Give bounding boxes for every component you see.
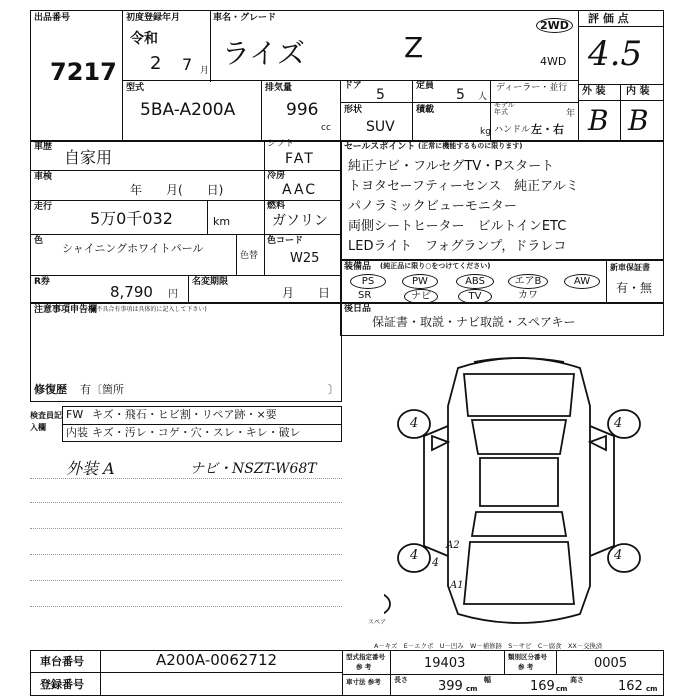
sales-points-label: セールスポイント bbox=[344, 142, 416, 152]
equipment-leather: カワ bbox=[518, 290, 538, 301]
interior-label: 内 装 bbox=[626, 86, 650, 97]
divider bbox=[578, 10, 579, 142]
spare-label: スペア bbox=[368, 619, 387, 626]
type-label: 型式 bbox=[126, 83, 145, 93]
capacity-unit: 人 bbox=[478, 92, 488, 102]
sales-point: 純正ナビ・フルセグTV・Pスタート bbox=[348, 159, 555, 174]
fuel: ガソリン bbox=[272, 213, 328, 229]
recycle-label: R券 bbox=[34, 277, 50, 287]
divider bbox=[556, 650, 557, 674]
repair-bracket: 〕 bbox=[328, 383, 339, 396]
note-line bbox=[30, 606, 342, 607]
model-year-unit: 年 bbox=[566, 109, 576, 119]
shift-label: シフト bbox=[267, 139, 295, 149]
goods: 保証書・取説・ナビ取説・スペアキー bbox=[372, 315, 576, 329]
warranty-value: 有・無 bbox=[616, 281, 653, 295]
model-code: 5BA-A200A bbox=[140, 100, 236, 120]
reg-month-unit: 月 bbox=[200, 66, 210, 76]
inspector-label: 検査員記入欄 bbox=[30, 411, 62, 432]
equipment-sub: (純正品に限り○をつけてください) bbox=[380, 262, 491, 270]
shape-label: 形状 bbox=[344, 105, 363, 115]
divider bbox=[412, 80, 413, 142]
divider bbox=[207, 200, 208, 234]
equipment-airbag: エアB bbox=[508, 274, 548, 289]
reg-month: 7 bbox=[182, 55, 193, 74]
hand-note-navi: ナビ・NSZT-W68T bbox=[190, 461, 317, 477]
note-line bbox=[30, 502, 342, 503]
dealer-label: ディーラー・並行 bbox=[496, 83, 568, 93]
note-line bbox=[30, 528, 342, 529]
doors: 5 bbox=[376, 87, 385, 103]
divider bbox=[620, 84, 621, 142]
drive-2wd: 2WD bbox=[536, 18, 573, 33]
color-label: 色 bbox=[34, 236, 44, 246]
reg-label: 登録番号 bbox=[40, 678, 84, 691]
name-change: 月 日 bbox=[282, 286, 331, 300]
shape: SUV bbox=[366, 119, 395, 135]
damage-mark-a2: A2 bbox=[446, 540, 460, 551]
divider bbox=[30, 234, 342, 235]
wheel-mark: 4 bbox=[432, 556, 439, 569]
recycle-fee: 8,790 bbox=[110, 283, 153, 301]
wheel-mark: 4 bbox=[410, 548, 419, 563]
exterior-label: 外 装 bbox=[582, 86, 606, 97]
divider bbox=[30, 170, 342, 171]
mileage-unit: km bbox=[213, 215, 231, 228]
recycle-unit: 円 bbox=[168, 289, 178, 300]
divider bbox=[62, 424, 342, 425]
handle-label: ハンドル bbox=[494, 125, 531, 135]
name-change-label: 名変期限 bbox=[192, 277, 229, 287]
inspection-label: 車検 bbox=[34, 172, 53, 182]
sales-point: LEDライト フォグランプ，ドラレコ bbox=[348, 239, 567, 254]
size-label: 車寸法 参考 bbox=[346, 678, 381, 686]
equipment-sr: SR bbox=[358, 290, 372, 301]
displacement: 996 bbox=[286, 100, 319, 120]
equipment-pw: PW bbox=[402, 274, 438, 289]
divider bbox=[578, 100, 664, 101]
divider bbox=[210, 10, 211, 82]
equipment-navi: ナビ bbox=[404, 289, 438, 304]
inspector-row2: キズ・汚レ・コゲ・穴・スレ・キレ・破レ bbox=[92, 426, 301, 439]
inspection: 年 月( 日) bbox=[130, 183, 224, 197]
divider bbox=[342, 650, 343, 696]
equipment-abs: ABS bbox=[456, 274, 494, 289]
handle: 左・右 bbox=[531, 123, 564, 136]
lot-label: 出品番号 bbox=[34, 13, 71, 23]
repair-label: 修復歴 bbox=[34, 383, 67, 396]
sales-point: 両側シートヒーター ビルトインETC bbox=[348, 219, 567, 234]
divider bbox=[578, 84, 664, 85]
reg-year: 2 bbox=[150, 53, 162, 74]
usage-label: 車歴 bbox=[34, 142, 53, 152]
usage: 自家用 bbox=[64, 148, 113, 167]
ac: AAC bbox=[282, 182, 318, 198]
lot-number: 7217 bbox=[50, 58, 117, 86]
notes-sub: (不具合有事項は具体的に記入して下さい) bbox=[94, 306, 207, 313]
divider bbox=[606, 260, 607, 304]
exterior-grade: B bbox=[588, 104, 609, 137]
equipment-tv: TV bbox=[458, 289, 492, 304]
ac-label: 冷房 bbox=[267, 171, 286, 181]
sales-points-sub: (正常に機能するものに限ります) bbox=[418, 142, 523, 150]
capacity: 5 bbox=[456, 87, 465, 103]
displacement-unit: cc bbox=[321, 123, 331, 133]
divider bbox=[578, 26, 664, 27]
note-line bbox=[30, 554, 342, 555]
score-label: 評 価 点 bbox=[588, 12, 629, 25]
divider bbox=[340, 80, 341, 142]
height-label: 高さ bbox=[570, 676, 584, 684]
color: シャイニングホワイトパール bbox=[62, 242, 204, 255]
width-label: 幅 bbox=[484, 676, 491, 684]
wheel-mark: 4 bbox=[614, 416, 623, 431]
class-num: 0005 bbox=[594, 656, 628, 671]
wheel-mark: 4 bbox=[410, 416, 419, 431]
first-reg-label: 初度登録年月 bbox=[126, 13, 181, 23]
type-num-sub: 参 考 bbox=[356, 663, 372, 671]
equipment-aw: AW bbox=[564, 274, 600, 289]
capacity-label: 定員 bbox=[416, 81, 435, 91]
equipment-ps: PS bbox=[350, 274, 386, 289]
color-change-label: 色替 bbox=[240, 251, 259, 261]
shift: FAT bbox=[285, 151, 315, 167]
interior-grade: B bbox=[628, 104, 649, 137]
divider bbox=[390, 650, 391, 696]
mileage-label: 走行 bbox=[34, 202, 53, 212]
notes-label: 注意事項申告欄 bbox=[34, 305, 98, 315]
damage-legend: A－キズ E－エクボ U－凹み W－補修跡 S－サビ C－腐食 XX－交換済 bbox=[374, 642, 603, 650]
doors-label: ドア bbox=[344, 81, 362, 91]
height-unit: cm bbox=[646, 685, 658, 693]
length-label: 長さ bbox=[394, 676, 408, 684]
type-num-label: 型式指定番号 bbox=[346, 653, 385, 661]
class-num-sub: 参 考 bbox=[518, 663, 534, 671]
wheel-mark: 4 bbox=[614, 548, 623, 563]
car-name: ライズ bbox=[222, 37, 305, 70]
divider bbox=[264, 140, 265, 275]
inspector-row2-tag: 内装 bbox=[66, 426, 88, 439]
model-label: 車名・グレード bbox=[213, 13, 277, 23]
load-label: 積載 bbox=[416, 105, 435, 115]
divider bbox=[30, 200, 342, 201]
divider bbox=[30, 672, 342, 673]
inspector-row1-tag: FW bbox=[66, 408, 84, 421]
notes-frame bbox=[30, 302, 342, 402]
type-num: 19403 bbox=[424, 656, 466, 671]
divider bbox=[30, 275, 342, 276]
mileage: 5万0千032 bbox=[90, 209, 173, 228]
length-unit: cm bbox=[466, 685, 478, 693]
inspector-row1: キズ・飛石・ヒビ割・リペア跡・×要 bbox=[92, 408, 277, 421]
car-diagram bbox=[384, 346, 654, 636]
divider bbox=[261, 80, 262, 142]
width-unit: cm bbox=[556, 685, 568, 693]
load-unit: kg bbox=[480, 127, 491, 137]
divider bbox=[100, 650, 101, 696]
length: 399 bbox=[438, 679, 463, 694]
grade: Z bbox=[404, 31, 424, 64]
sales-point: トヨタセーフティーセンス 純正アルミ bbox=[348, 179, 579, 194]
warranty-label: 新車保証書 bbox=[610, 263, 650, 272]
era: 令和 bbox=[130, 31, 158, 47]
height: 162 bbox=[618, 679, 643, 694]
fuel-label: 燃料 bbox=[267, 201, 286, 211]
damage-mark-a1: A1 bbox=[450, 580, 464, 591]
chassis-number: A200A-0062712 bbox=[156, 651, 278, 669]
equipment-label: 装備品 bbox=[344, 262, 372, 272]
color-code: W25 bbox=[290, 251, 320, 266]
hand-note-exterior: 外装 A bbox=[66, 459, 115, 478]
width: 169 bbox=[530, 679, 555, 694]
sales-point: パノラミックビューモニター bbox=[348, 199, 517, 214]
model-year-label: モデル年式 bbox=[494, 101, 515, 116]
note-line bbox=[30, 580, 342, 581]
divider bbox=[122, 10, 123, 142]
score: 4.5 bbox=[588, 34, 643, 74]
goods-label: 後日品 bbox=[344, 304, 372, 314]
class-num-label: 類別区分番号 bbox=[508, 653, 547, 661]
repair-text: 有〔箇所 bbox=[80, 383, 124, 396]
displacement-label: 排気量 bbox=[265, 83, 293, 93]
drive-4wd: 4WD bbox=[540, 55, 567, 68]
divider bbox=[188, 275, 189, 304]
divider bbox=[504, 650, 505, 674]
color-code-label: 色コード bbox=[267, 236, 304, 246]
chassis-label: 車台番号 bbox=[40, 655, 84, 668]
divider bbox=[236, 234, 237, 275]
